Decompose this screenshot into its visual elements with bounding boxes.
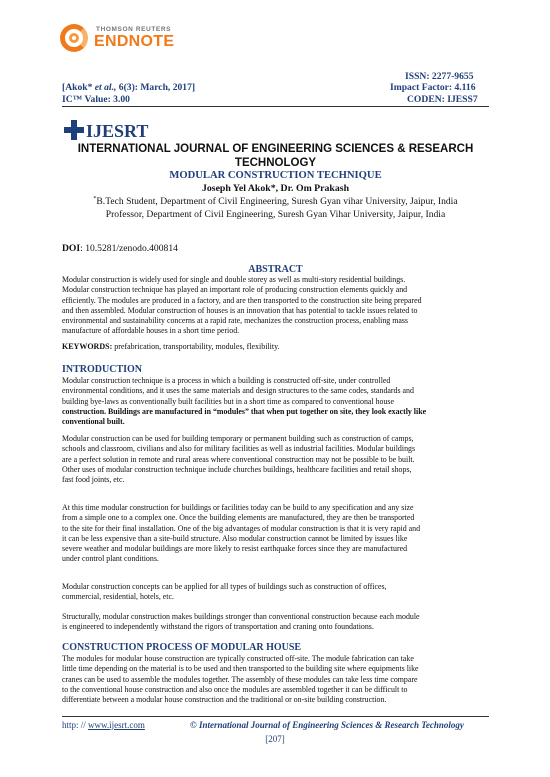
header-rule <box>62 106 489 107</box>
header-citation-rest: 6(3): March, 2017] <box>118 82 196 93</box>
endnote-ring-icon <box>60 24 88 52</box>
intro-paragraph-5 <box>62 612 489 633</box>
abstract-heading: ABSTRACT <box>248 264 303 275</box>
logo-top-text: THOMSON REUTERS <box>96 26 172 33</box>
paper-authors: Joseph Yel Akok*, Dr. Om Prakash <box>201 183 350 194</box>
abstract-line: efficiently. The modules are produced in a factory, and are then transported to the construction site being prepared <box>62 295 422 305</box>
intro-bold-text: construction. Buildings are manufactured in “modules” that when put together on site, they look exactly like <box>62 406 427 416</box>
intro-line: Structurally, modular construction makes buildings stronger than conventional construction because each module <box>62 612 420 621</box>
intro-line: Modular construction concepts can be applied for all types of buildings such as construction of offices, <box>62 582 387 591</box>
footer-url <box>62 720 145 730</box>
header-citation-etal: et al., <box>94 82 117 93</box>
intro-line: commercial, residential, hotels, etc. <box>62 592 174 602</box>
intro-line: building bye-laws as conventionally built facilities but in a short time as compared to conventional house <box>62 396 394 406</box>
intro-line: to the site for their final installation. One of the big advantages of modular construction is that it is very rapid and <box>62 523 421 533</box>
intro-paragraph-4 <box>62 582 489 603</box>
process-line: little time depending on the material is to be used and then transported to the building site where equipments like <box>62 664 419 674</box>
intro-line: schools and classroom, civilians and also for military facilities as well as industrial facilities. Modular buildings <box>62 444 416 454</box>
endnote-logo <box>60 14 175 62</box>
keywords-text: prefabrication, transportability, modules, flexibility. <box>112 342 280 351</box>
intro-line: under control plant conditions. <box>62 554 159 564</box>
intro-line: Other uses of modular construction technique include churches buildings, healthcare facilities and retail shops, <box>62 464 412 474</box>
journal-name-line2: TECHNOLOGY <box>234 157 317 169</box>
header-issn: ISSN: 2277-9655 <box>405 71 474 82</box>
intro-line: is engineered to independently withstand the rigors of transportation and craning onto foundations. <box>62 622 374 632</box>
process-line: to the conventional house construction and also once the modules are assembled together it can be difficult to <box>62 684 408 694</box>
keywords-label: KEYWORDS: <box>62 342 113 351</box>
header-citation <box>62 82 195 93</box>
process-line: cranes can be used to assemble the modules together. The assembly of these modules can take less time compare <box>62 674 418 684</box>
affiliation-2: Professor, Department of Civil Engineering, Suresh Gyan Vihar University, Jaipur, India <box>105 209 446 220</box>
keywords-line <box>62 342 280 351</box>
abstract-body <box>62 275 489 337</box>
affiliation-1-text: B.Tech Student, Department of Civil Engineering, Suresh Gyan vihar University, Jaipur, India <box>96 196 458 208</box>
doi-line <box>62 243 178 254</box>
doi-value[interactable]: : 10.5281/zenodo.400814 <box>80 243 178 254</box>
paper-title: MODULAR CONSTRUCTION TECHNIQUE <box>169 170 382 181</box>
intro-line: environmental conditions, and it uses the same materials and design structures to the same codes, standards and <box>62 386 414 396</box>
intro-paragraph-3 <box>62 503 489 565</box>
intro-paragraph-2 <box>62 434 489 485</box>
abstract-line: Modular construction technique has played an important role of producing construction elements quickly and <box>62 285 408 295</box>
intro-line: fast food joints, etc. <box>62 475 125 485</box>
intro-line: At this time modular construction for buildings or facilities today can be build to any specification and any size <box>62 503 414 512</box>
affiliation-1 <box>62 196 489 207</box>
intro-line: are a perfect solution in remote and rural areas where conventional construction may not be possible to be built. <box>62 454 415 464</box>
journal-name-line1: INTERNATIONAL JOURNAL OF ENGINEERING SCIENCES & RESEARCH <box>77 143 474 155</box>
intro-line: Modular construction can be used for building temporary or permanent building such as construction of camps, <box>62 434 414 443</box>
page-number: [207] <box>265 734 285 744</box>
intro-line: severe weather and modular buildings are more likely to resist earthquake forces since they are manufactured <box>62 544 408 554</box>
intro-line: from a simple one to a complex one. Once the building elements are manufactured, they are then be transported <box>62 513 415 523</box>
intro-bold-text: conventional built. <box>62 417 125 427</box>
header-ic-value: IC™ Value: 3.00 <box>62 94 130 105</box>
process-line: differentiate between a modular house construction and the traditional or on-site building construction. <box>62 695 387 705</box>
doi-label: DOI <box>62 243 81 254</box>
intro-line-bold <box>62 417 489 427</box>
header-impact-factor: Impact Factor: 4.116 <box>390 82 476 93</box>
affiliation-mark: * <box>93 196 97 202</box>
header-citation-author: [Akok* <box>62 82 93 93</box>
footer-rule <box>62 716 489 717</box>
intro-paragraph-1 <box>62 376 489 427</box>
abstract-line: Modular construction is widely used for single and double storey as well as multi-story residential buildings. <box>62 275 406 284</box>
header-coden: CODEN: IJESS7 <box>407 94 478 105</box>
intro-line: Modular construction technique is a process in which a building is constructed off-site, under controlled <box>62 376 391 385</box>
abstract-line: manufacture of affordable houses in a short time period. <box>62 326 240 336</box>
footer-url-link[interactable]: www.ijesrt.com <box>88 720 145 730</box>
construction-process-heading: CONSTRUCTION PROCESS OF MODULAR HOUSE <box>62 642 302 653</box>
ijesrt-acronym: IJESRT <box>86 121 149 141</box>
abstract-line: and then assembled. Modular construction of houses is an innovation that has potential to tackle issues related to <box>62 305 418 315</box>
footer-url-prefix: http: // <box>62 720 89 730</box>
intro-line: it can be less expensive than a site-build structure. Also modular construction cannot be limited by issues like <box>62 533 408 543</box>
footer-copyright: © International Journal of Engineering Sciences & Research Technology <box>190 720 464 730</box>
introduction-heading: INTRODUCTION <box>62 364 143 375</box>
intro-line-bold <box>62 407 489 417</box>
plus-icon-h <box>64 127 84 133</box>
abstract-line: environmental and sustainability concerns at a rapid rate, mechanizes the construction process, enabling mass <box>62 316 408 326</box>
process-line: The modules for modular house construction are typically constructed off-site. The module fabrication can take <box>62 654 414 663</box>
logo-main-text: ENDNOTE <box>94 33 175 50</box>
process-paragraph <box>62 654 489 705</box>
